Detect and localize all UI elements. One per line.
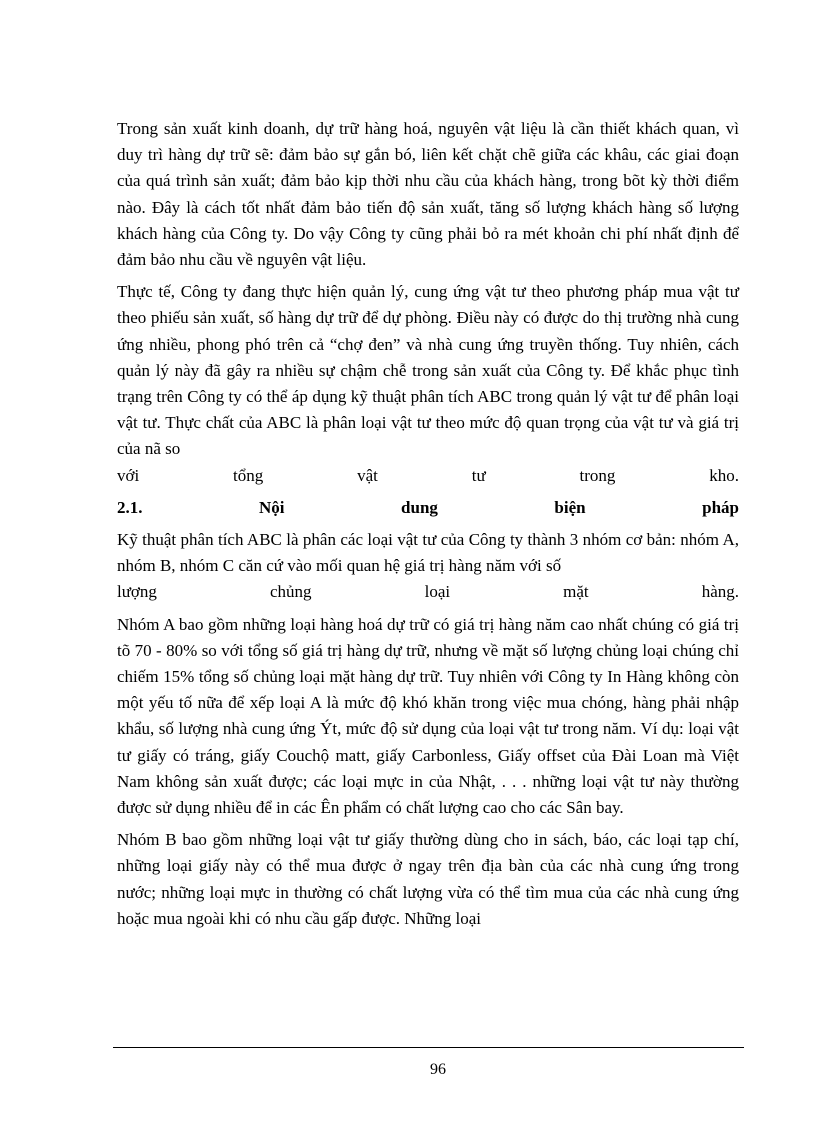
paragraph-current-practice [117,279,739,489]
paragraph-current-practice-text: Thực tế, Công ty đang thực hiện quản lý, cung ứng vật tư theo phương pháp mua vật tư theo phiếu sản xuất, số hàng dự trữ để dự phòng. Điều này có được do thị trường nhà cung ứng nhiều, phong phó trên cả “chợ đen” và nhà cung ứng truyền thống. Tuy nhiên, cách quản lý này đã gây ra nhiều sự chậm chễ trong sản xuất của Công ty. Để khắc phục tình trạng trên Công ty có thể áp dụng kỹ thuật phân tích ABC trong quản lý vật tư để phân loại vật tư. Thực chất của ABC là phân loại vật tư theo mức độ quan trọng của vật tư và giá trị của nã so [117,282,739,459]
paragraph-abc-technique-text: Kỹ thuật phân tích ABC là phân các loại vật tư của Công ty thành 3 nhóm cơ bản: nhóm A, nhóm B, nhóm C căn cứ vào mối quan hệ giá trị hàng năm với số [117,530,739,576]
section-heading [117,495,739,521]
paragraph-stockpile-intro: Trong sản xuất kinh doanh, dự trữ hàng hoá, nguyên vật liệu là cần thiết khách quan, vì duy trì hàng dự trữ sẽ: đảm bảo sự gắn bó, liên kết chặt chẽ giữa các khâu, các giai đoạn của quá trình sản xuất; đảm bảo kịp thời nhu cầu của khách hàng, trong bõt kỳ thời điểm nào. Đây là cách tốt nhất đảm bảo tiến độ sản xuất, tăng số lượng khách hàng số lượng khách hàng của Công ty. Do vậy Công ty cũng phải bỏ ra mét khoản chi phí nhất định để đảm bảo nhu cầu về nguyên vật liệu. [117,119,739,270]
paragraph-current-practice-last-line: với tổng vật tư trong kho. [117,465,739,485]
paragraph-group-b: Nhóm B bao gồm những loại vật tư giấy thường dùng cho in sách, báo, các loại tạp chí, những loại giấy này có thể mua được ở ngay trên địa bàn của các nhà cung ứng trong nước; những loại mực in thường có chất lượng vừa có thể tìm mua của các nhà cung ứng hoặc mua ngoài khi có nhu cầu gấp được. Những loại [117,830,739,928]
page-number: 96 [430,1061,446,1078]
document-body [117,116,739,938]
paragraph-abc-technique [117,527,739,606]
paragraph-group-a: Nhóm A bao gồm những loại hàng hoá dự trữ có giá trị hàng năm cao nhất chúng có giá trị tõ 70 - 80% so với tổng số giá trị hàng dự trữ, nhưng về mặt số lượng chủng loại chúng chỉ chiếm 15% tổng số chủng loại mặt hàng dự trữ. Tuy nhiên với Công ty In Hàng không còn một yếu tố nữa để xếp loại A là mức độ khó khăn trong việc mua chóng, hàng phải nhập khẩu, số lượng nhà cung ứng Ýt, mức độ sử dụng của loại vật tư trong năm. Ví dụ: loại vật tư giấy có tráng, giấy Couchộ matt, giấy Carbonless, Giấy offset của Đài Loan mà Việt Nam không sản xuất được; các loại mực in của Nhật, . . . những loại vật tư này thường được sử dụng nhiều để in các Ên phẩm có chất lượng cao cho các Sân bay. [117,614,739,818]
section-heading-text: 2.1. Nội dung biện pháp [117,497,739,517]
footer-divider [113,1047,744,1048]
paragraph-abc-technique-last-line: lượng chủng loại mặt hàng. [117,582,739,602]
